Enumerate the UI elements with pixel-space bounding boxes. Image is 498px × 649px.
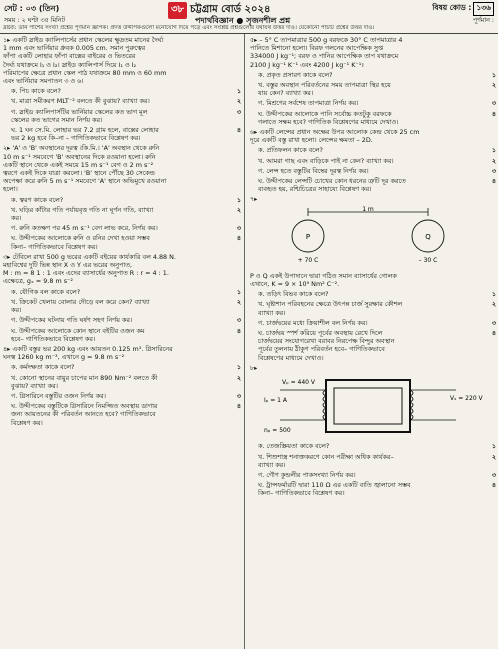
- year-tag: ৩৮: [168, 2, 187, 19]
- question-line: ত্বরণে একই দিকে যাত্রা করলো। 'B' স্থানে পৌঁছে 30 সেকেন্ড: [3, 169, 155, 178]
- question-line: বিশ্লেষণ কর।: [11, 418, 43, 427]
- question-line: ঘ. ট্রান্সফর্মারটি দ্বারা 110 Ω এর একটি বাতি জ্বালানো সম্ভব: [258, 481, 411, 490]
- question-q4: [3, 345, 241, 361]
- time-label: সময় : ২ ঘণ্টা ৩৫ মিনিট: [4, 17, 65, 24]
- transformer-svg: [250, 374, 490, 438]
- question-line: গ. গ্লিসারিনে বস্তুটির ওজন নির্ণয় কর।: [11, 391, 106, 400]
- question-line: 10 m s⁻¹ সমবেগে 'B' অবস্থানের দিকে রওয়ানা হলো। রুনি: [3, 152, 156, 161]
- question-mark: ৩: [236, 316, 241, 325]
- question-q2a: [3, 196, 241, 204]
- question-line: ৪▸ একটি বস্তুর ভর 200 kg এবং আয়তন 0.125 m³. গ্লিসারিনের: [3, 344, 173, 353]
- question-line: 2100 J kg⁻¹ K⁻¹ এবং 4200 J kg⁻¹ K⁻¹।: [250, 60, 364, 69]
- question-q6a: [250, 146, 496, 154]
- question-mark: ১: [491, 442, 496, 451]
- question-q7s: [250, 272, 496, 288]
- header-divider: [0, 33, 498, 34]
- question-q2d: [3, 234, 241, 250]
- question-q4d: [3, 402, 241, 427]
- question-mark: ১: [236, 287, 241, 296]
- question-line: M : m = 8 1 : 1 এবং এদের ব্যাসার্ধের অনুপাত R : r = 4 : 1.: [3, 269, 169, 278]
- code-value: ১৩৬: [473, 2, 494, 16]
- question-q8a: [250, 442, 496, 450]
- question-line: গ. রুনি কতক্ষণ পর 45 m s⁻¹ বেগ লাভ করে, নির্ণয় কর।: [11, 224, 158, 233]
- question-line: দৈর্ঘ্য যথাক্রমে l₁ ও l₂। স্লাইড ক্যালিপার্স দিয়ে l₁ ও l₂: [3, 60, 137, 69]
- sphere-q-label: Q: [425, 232, 431, 241]
- question-line: খ. বস্তুর অবস্থান পরিবর্তনের সময় তাপমাত্রা স্থির হয়ে: [258, 81, 391, 90]
- question-line: কিনা– গাণিতিকভাবে বিশ্লেষণ কর।: [258, 489, 345, 498]
- right-column: [250, 36, 496, 500]
- question-line: ঘ. উদ্দীপকের লেন্সটি চোখের কোন ধরনের ত্রুটি দূর করতে: [258, 177, 406, 186]
- question-mark: ১: [491, 290, 496, 299]
- question-mark: ২: [236, 373, 241, 382]
- full-marks: পূর্ণমান :: [472, 17, 494, 24]
- question-mark: ১: [491, 70, 496, 79]
- question-q2: [3, 144, 241, 193]
- question-mark: ৩: [236, 391, 241, 400]
- question-line: খ. কোনো স্থানের বায়ুর চাপের মান 890 Nm⁻² বলতে কী: [11, 373, 158, 382]
- question-q2c: [3, 224, 241, 232]
- question-q1c: [3, 108, 241, 124]
- question-q5a: [250, 71, 496, 79]
- left-column: [3, 36, 241, 429]
- question-q4c: [3, 392, 241, 400]
- question-q2b: [3, 206, 241, 222]
- question-q6: [250, 128, 496, 144]
- distance-label: 1 m: [362, 205, 374, 213]
- question-line: কর।: [11, 306, 22, 315]
- question-line: ব্যাখ্যা কর।: [258, 460, 286, 469]
- question-mark: ২: [491, 156, 496, 165]
- question-line: কর।: [11, 214, 22, 223]
- question-mark: ৪: [491, 481, 496, 490]
- question-q4b: [3, 374, 241, 390]
- question-line: ক. কর্মদক্ষতা কাকে বলে?: [11, 363, 75, 372]
- question-line: চার্জদ্বয়ের সংযোগরেখা বরাবর নিরপেক্ষ বিন্দুর অবস্থান: [258, 337, 395, 346]
- question-mark: ৪: [236, 326, 241, 335]
- question-line: গ. মিশ্রণের সর্বশেষ তাপমাত্রা নির্ণয় কর।: [258, 99, 359, 108]
- question-mark: ৪: [236, 402, 241, 411]
- question-q3a: [3, 288, 241, 296]
- sphere-p-charge: + 70 C: [297, 256, 319, 264]
- question-mark: ২: [491, 81, 496, 90]
- question-q3c: [3, 316, 241, 324]
- question-line: অপেক্ষা করে রুনি 5 m s⁻¹ সমবেগে 'A' স্থানে অভিমুখে রওয়ানা: [3, 177, 167, 186]
- question-mark: ২: [236, 97, 241, 106]
- question-mark: ১: [491, 146, 496, 155]
- question-line: ক. তেজস্ক্রিয়তা কাকে বলে?: [258, 442, 330, 451]
- board-name: চট্টগ্রাম বোর্ড ২০২৪: [190, 4, 271, 15]
- question-q7c: [250, 319, 496, 327]
- question-line: ঘ. উদ্দীপকের বস্তুটিকে গ্লিসারিনে নিমজ্জিত অবস্থায় ডাগার: [11, 402, 158, 411]
- question-mark: ১: [236, 195, 241, 204]
- question-line: দূরে একটি বস্তু রাখা হলো। লেন্সের ক্ষমতা – 2D.: [250, 136, 373, 145]
- question-q8d: [250, 481, 496, 497]
- question-mark: ১: [236, 87, 241, 96]
- question-mark: ২: [236, 297, 241, 306]
- primary-turns: nₚ = 500: [264, 427, 291, 435]
- question-q7d: [250, 329, 496, 362]
- question-line: 334000 J kg⁻¹; বরফ ও পানির আপেক্ষিক তাপ যথাক্রমে: [250, 52, 399, 61]
- question-line: ঘ. চার্জদ্বয় স্পর্শ করিয়ে পূর্বের অবস্থায় রেখে দিলে: [258, 329, 383, 338]
- question-line: গ. লেন্স হতে বস্তুটির বিম্বের দূরত্ব নির্ণয় কর।: [258, 166, 369, 175]
- question-line: স্কেলের কত ভাগের সমান নির্ণয় কর।: [11, 115, 103, 124]
- question-line: ব্যাখ্যা কর।: [258, 308, 286, 317]
- primary-current: Iₚ = 1 A: [264, 397, 288, 405]
- question-line: পরিমাপের ক্ষেত্রে প্রধান স্কেল পাঠ যথাক্রমে 80 mm ও 60 mm: [3, 68, 167, 77]
- question-q7a: [250, 290, 496, 298]
- question-q8b: [250, 453, 496, 469]
- question-line: খ. ঘৃষ্টাশান পরিবহনের ক্ষেত্রে উৎপন্ন চার্জ সুরক্ষার কৌশল: [258, 300, 403, 309]
- column-divider: [244, 34, 245, 649]
- question-line: যায় কেন? ব্যাখ্যা কর।: [258, 89, 314, 98]
- question-q1d: [3, 126, 241, 142]
- question-line: ভর 2 kg হবে কি–না – গাণিতিকভাবে বিশ্লেষণ কর।: [11, 134, 141, 143]
- question-line: ঘ. উদ্দীপকের আলোকে পানি সর্বোচ্চ কতটুকু বরফকে: [258, 109, 392, 118]
- question-line: ক. তড়িৎ বিভব কাকে বলে?: [258, 290, 329, 299]
- question-line: ঘ. উদ্দীপকের আলোকে কোন স্থানে বইটির ওজন কম: [11, 326, 145, 335]
- question-q3d: [3, 327, 241, 343]
- question-line: পানিতে মিশানো হলো। বিরফ গলনের আপেক্ষিক সুপ্ত: [250, 44, 384, 53]
- secondary-voltage: Vₛ = 220 V: [450, 395, 483, 403]
- question-line: কিনা– গাণিতিকভাবে বিশ্লেষণ কর।: [11, 242, 98, 251]
- question-line: মহাবিশ্বের দুটি ভিন্ন স্থান X ও Y এর ভরের অনুপাত,: [3, 261, 133, 270]
- question-line: ৫▸ – 5° C তাপমাত্রার 500 g বরফকে 30° C তাপমাত্রার 4: [250, 36, 403, 44]
- question-line: P ও Q একই উপাদানে দ্বারা গঠিত সমান ব্যাসার্ধের গোলক: [250, 271, 397, 280]
- question-q4a: [3, 363, 241, 371]
- question-mark: ২: [491, 452, 496, 461]
- question-line: বিশ্লেষণের মাধ্যমে দেখাও।: [258, 353, 324, 362]
- question-mark: ৩: [236, 107, 241, 116]
- question-line: পূর্বের তুলনায় ঠীকুণ পরিবর্তন হবে– গাণিতিকভাবে: [258, 345, 385, 354]
- question-q7: [250, 195, 496, 203]
- question-q1: [3, 36, 241, 85]
- question-line: ফাঁপা একটি লোহার ফাঁপা বাক্সের বাইরের ও ভিতরের: [3, 52, 136, 61]
- question-line: ক. যৌগিক বল কাকে বলে?: [11, 287, 81, 296]
- question-mark: ২: [236, 205, 241, 214]
- set-label: সেট : ০৩ (তিন): [4, 4, 60, 13]
- question-q5: [250, 36, 496, 69]
- sphere-q-charge: – 30 C: [418, 256, 438, 264]
- question-q6c: [250, 167, 496, 175]
- question-line: খ. শিশুশাস্ত্র শনাক্তকরণে কোন পরীক্ষা অধিক কার্যকর–: [258, 452, 394, 461]
- question-line: গ. উদ্দীপকের ঘটনায় গতি ঘর্ষণ সহগ নির্ণয় কর।: [11, 316, 133, 325]
- question-line: খ. ক্রিকেট খেলায় বোলার দৌড়ে বল করে কেন? ব্যাখ্যা: [11, 297, 150, 306]
- charge-spheres-diagram: [250, 206, 496, 270]
- question-q5b: [250, 81, 496, 97]
- question-q5c: [250, 99, 496, 107]
- question-mark: ৩: [491, 166, 496, 175]
- question-line: খ. ঘড়ির কাঁটার গতি পর্যায়বৃত্ত গতি না ঘূর্ণন গতি, ব্যাখ্যা: [11, 205, 154, 214]
- question-mark: ৪: [491, 109, 496, 118]
- question-mark: ১: [236, 363, 241, 372]
- question-line: এবং ভার্নিয়ার সমপাতন ৩ ও ৬।: [3, 77, 84, 86]
- question-line: ২▸ 'A' ও 'B' অবস্থানের দূরত্ব ।কি.মি.। 'A' অবস্থান থেকে রুনি: [3, 144, 160, 153]
- question-q5d: [250, 110, 496, 126]
- question-mark: ৪: [236, 126, 241, 135]
- question-line: ১▸ একটি স্লাইড ক্যালিপার্সের প্রধান স্কেলের ক্ষুদ্রতম মানের দৈর্ঘ্য: [3, 36, 164, 44]
- transformer-diagram: [250, 374, 496, 440]
- question-line: ব্যবহৃত হয়, রশ্মিচিত্রের সাহায্যে বিশ্লেষণ কর।: [258, 185, 372, 194]
- question-line: গলাতে সক্ষম হবে? গাণিতিক বিশ্লেষণের মাধ্যমে দেখাও।: [258, 117, 399, 126]
- question-mark: ৩: [491, 470, 496, 479]
- question-q6d: [250, 177, 496, 193]
- question-line: ৬▸ একটি লেন্সের প্রধান অক্ষের উপর আলোক কেন্দ্র থেকে 25 cm: [250, 128, 420, 137]
- question-mark: ৪: [491, 177, 496, 186]
- subject-code: [432, 2, 494, 16]
- question-line: গ. স্লাইড ক্যালিপার্সটির ভার্নিয়ার স্কেলের কত ভাগ মূল: [11, 107, 148, 116]
- question-line: এক্ষেত্রে, gₓ = 9.8 m s⁻²: [3, 277, 73, 286]
- question-q8c: [250, 471, 496, 479]
- instruction-note: দ্রষ্টব্য: ডান পাশের সংখ্যা প্রশ্নের পূর্ণমান জ্ঞাপক। প্রদত্ত উদ্দীপকগুলো মনোযোগ দিয়ে পড়ে এবং সংশ্লিষ্ট প্রশ্নগুলোর যথাযথ উত্তর দাও। যেকোনো পাঁচটি প্রশ্নের উত্তর দাও।: [3, 25, 375, 31]
- question-line: ৭▸: [250, 195, 258, 204]
- question-line: খ. আমরা গাছ এবং বাড়িকে পাই না কেন? ব্যাখ্যা কর।: [258, 156, 394, 165]
- question-line: ক. প্রকৃত প্রসারণ কাকে বলে?: [258, 70, 333, 79]
- question-line: ক. পিচ কাকে বলে?: [11, 87, 61, 96]
- question-line: জন্য আয়তনের কী পরিবর্তন আনতে হবে? গাণিতিকভাবে: [11, 410, 156, 419]
- question-mark: ৩: [491, 318, 496, 327]
- subject-title: পদার্থবিজ্ঞান ● সৃজনশীল প্রশ্ন: [195, 16, 291, 25]
- question-q7b: [250, 300, 496, 316]
- primary-voltage: Vₚ = 440 V: [282, 379, 315, 387]
- question-line: একটি স্থানে থেকে একই সময়ে 15 m s⁻¹ বেগ ও 2 m s⁻²: [3, 160, 154, 169]
- question-line: হলো।: [3, 185, 18, 194]
- question-q3: [3, 253, 241, 286]
- question-line: ঘ. 1 ঘন সে.মি. লোহার ভর 7.2 গ্রাম হলে, বাক্সের লোহার: [11, 126, 159, 135]
- question-q8: [250, 364, 496, 372]
- spheres-svg: [250, 206, 490, 268]
- question-mark: ৪: [236, 234, 241, 243]
- question-line: 1 mm এবং ভার্নিয়ার ধ্রুবক 0.005 cm. সমান পুরুত্বের: [3, 44, 146, 53]
- question-line: বুঝায়? ব্যাখ্যা কর।: [11, 381, 58, 390]
- question-mark: ২: [491, 300, 496, 309]
- question-line: খ. মাত্রা সমীকরণ MLT⁻² বলতে কী বুঝায়? ব্যাখ্যা কর।: [11, 97, 150, 106]
- question-line: ঘ. উদ্দীপকের আলোকে রুনি ও রনির দেখা হওয়া সম্ভব: [11, 234, 150, 243]
- question-mark: ৩: [236, 224, 241, 233]
- sphere-p-label: P: [305, 232, 311, 241]
- question-line: ৮▸: [250, 363, 258, 372]
- question-q1a: [3, 87, 241, 95]
- question-line: ক. প্রতিফলন কাকে বলে?: [258, 146, 323, 155]
- question-line: গ. চার্জদ্বয়ের মধ্যে ক্রিয়াশীল বল নির্ণয় কর।: [258, 318, 368, 327]
- code-label: বিষয় কোড :: [432, 3, 472, 12]
- question-line: এখানে, K = 9 × 10⁹ Nm² C⁻².: [250, 280, 340, 289]
- question-mark: ৪: [491, 329, 496, 338]
- question-line: ক. ত্বরণ কাকে বলে?: [11, 195, 64, 204]
- question-q1b: [3, 97, 241, 105]
- question-line: ৩▸ টেবিলে রাখা 500 g ভরের একটি বইয়ের কার্যকারি বল 4.88 N.: [3, 252, 176, 261]
- exam-header: [0, 0, 498, 40]
- question-line: গ. গৌণ কুন্ডলীর পাকসংখ্যা নির্ণয় কর।: [258, 470, 356, 479]
- core-window: [334, 388, 402, 424]
- question-line: ঘনত্ব 1260 kg m⁻³, এখানে g = 9.8 m s⁻²: [3, 353, 125, 362]
- question-line: হবে– গাণিতিকভাবে বিশ্লেষণ কর।: [11, 334, 96, 343]
- question-mark: ৩: [491, 99, 496, 108]
- question-q3b: [3, 298, 241, 314]
- question-q6b: [250, 157, 496, 165]
